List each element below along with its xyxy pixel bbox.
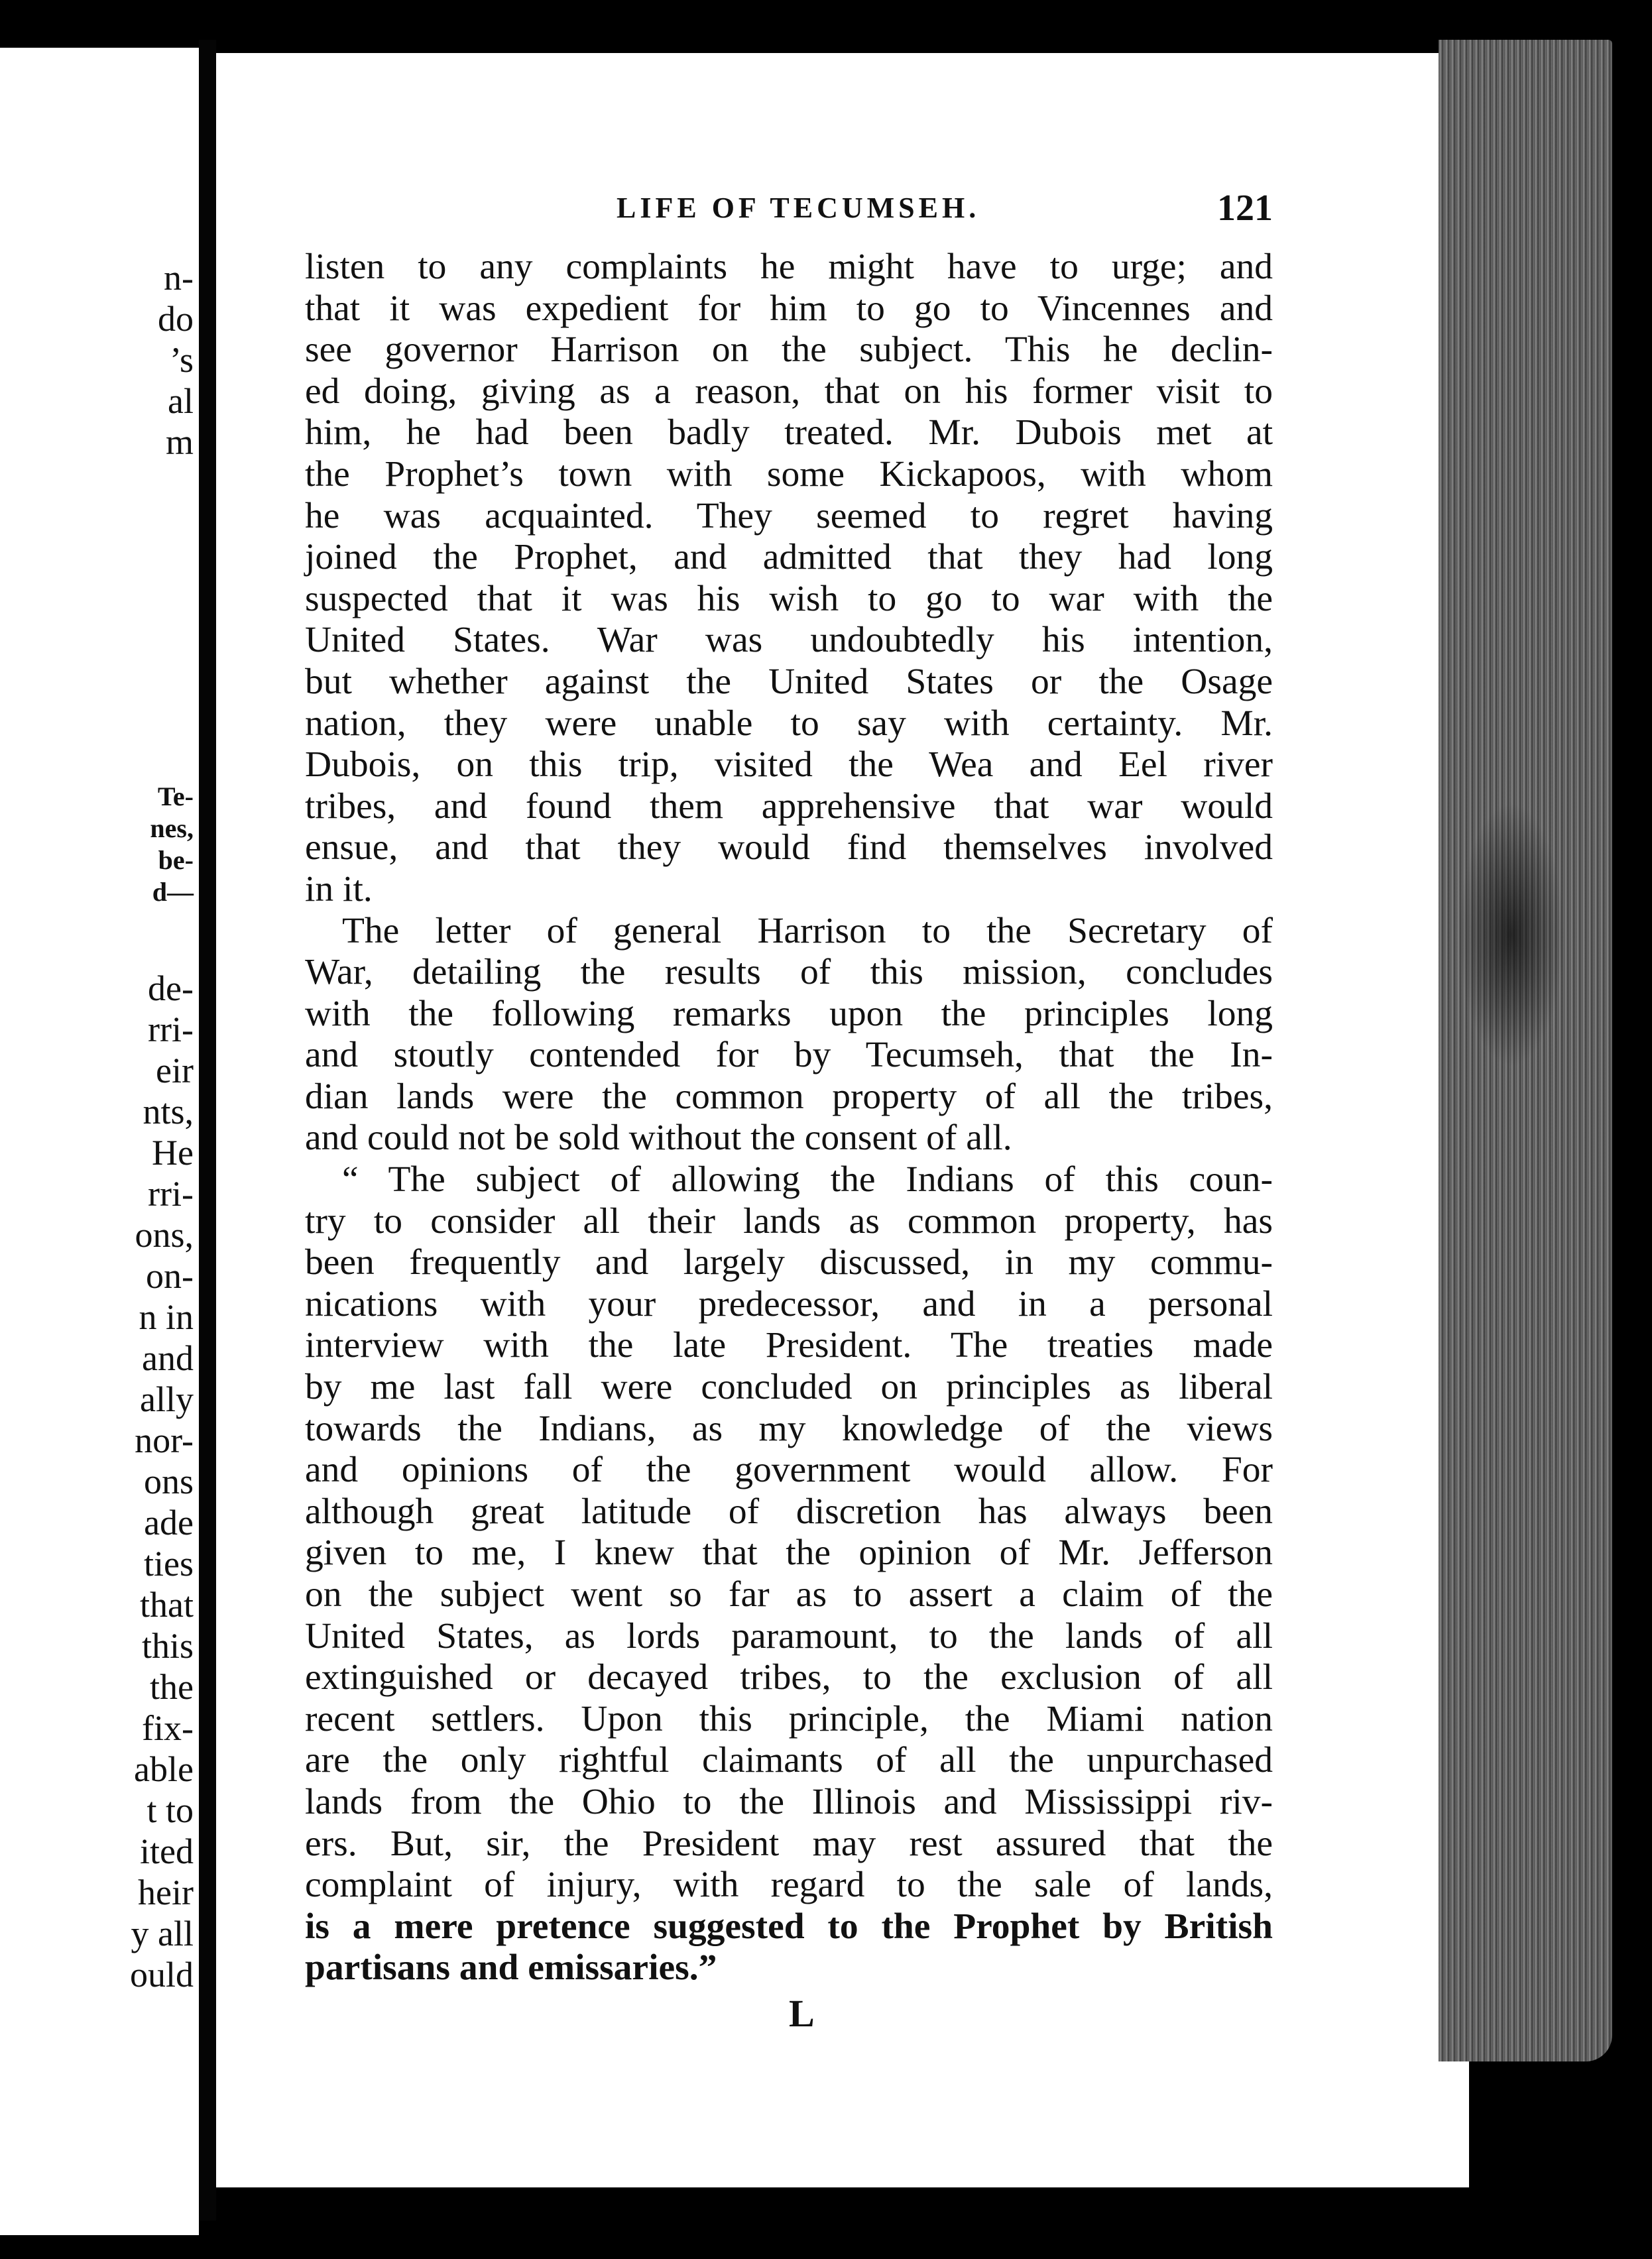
text-line: is a mere pretence suggested to the Prophet by British (305, 1906, 1273, 1947)
facing-page-fragment: ons (143, 1462, 194, 1501)
text-line: and could not be sold without the consent of all. (305, 1118, 1012, 1159)
text-line: try to consider all their lands as common property, has (305, 1200, 1273, 1242)
text-line: nications with your predecessor, and in a personal (305, 1283, 1273, 1324)
facing-page-fragment: ties (144, 1544, 194, 1584)
running-head (305, 187, 1273, 233)
text-line: listen to any complaints he might have to urge; and (305, 247, 1273, 287)
facing-page-fragment: ade (144, 1503, 194, 1542)
text-line: recent settlers. Upon this principle, the Miami nation (305, 1698, 1273, 1739)
facing-page-fragment: d— (152, 877, 194, 907)
facing-page-fragment: ons, (135, 1215, 194, 1255)
text-line: Dubois, on this trip, visited the Wea and Eel river (305, 744, 1273, 785)
text-line: extinguished or decayed tribes, to the exclusion of all (305, 1657, 1273, 1698)
text-line: tribes, and found them apprehensive that war would (305, 785, 1273, 827)
facing-page-fragment: ally (140, 1379, 194, 1419)
facing-page-fragment: n in (139, 1297, 194, 1337)
facing-page (0, 48, 199, 2235)
text-line: are the only rightful claimants of all the unpurchased (305, 1740, 1273, 1781)
facing-page-fragment: nes, (150, 813, 194, 843)
text-line: on the subject went so far as to assert a claim of the (305, 1574, 1273, 1615)
text-line: towards the Indians, as my knowledge of the views (305, 1408, 1273, 1449)
facing-page-fragment: fix- (142, 1708, 194, 1748)
facing-page-fragment: rri- (148, 1010, 194, 1049)
text-line: that it was expedient for him to go to Vincennes and (305, 288, 1273, 329)
page-number: 121 (1217, 188, 1273, 229)
text-line: ers. But, sir, the President may rest assured that the (305, 1823, 1273, 1864)
facing-page-fragment: ’s (169, 340, 194, 380)
facing-page-fragment: ited (140, 1831, 194, 1871)
facing-page-fragment: do (158, 299, 194, 339)
facing-page-fragment: that (140, 1585, 194, 1625)
text-line: with the following remarks upon the principles long (305, 993, 1273, 1034)
text-line: dian lands were the common property of all the tribes, (305, 1076, 1273, 1117)
text-line: and opinions of the government would allow. For (305, 1450, 1273, 1491)
text-line: see governor Harrison on the subject. This he declin- (305, 329, 1273, 371)
text-line: “ The subject of allowing the Indians of this coun- (342, 1159, 1273, 1200)
text-line: been frequently and largely discussed, in my commu- (305, 1242, 1273, 1283)
running-title: LIFE OF TECUMSEH. (617, 192, 980, 224)
facing-page-fragment: heir (138, 1873, 194, 1912)
text-line: he was acquainted. They seemed to regret having (305, 495, 1273, 536)
text-line: ensue, and that they would find themselves involved (305, 827, 1273, 868)
facing-page-fragment: nts, (143, 1092, 194, 1131)
facing-page-fragment: the (150, 1667, 194, 1707)
text-line: The letter of general Harrison to the Secretary of (342, 910, 1273, 951)
signature-mark: L (789, 1992, 815, 2035)
facing-page-fragment: m (165, 422, 194, 462)
text-line: although great latitude of discretion has always been (305, 1491, 1273, 1532)
facing-page-fragment: de- (148, 968, 194, 1008)
text-line: him, he had been badly treated. Mr. Dubois met at (305, 412, 1273, 453)
text-line: lands from the Ohio to the Illinois and Mississippi riv- (305, 1781, 1273, 1822)
text-line: joined the Prophet, and admitted that they had long (305, 537, 1273, 578)
facing-page-fragment: and (142, 1338, 194, 1378)
text-line: given to me, I knew that the opinion of Mr. Jefferson (305, 1533, 1273, 1574)
facing-page-fragment: eir (156, 1051, 194, 1090)
facing-page-fragment: Te- (157, 782, 194, 811)
facing-page-fragment: be- (158, 845, 194, 875)
text-line: the Prophet’s town with some Kickapoos, with whom (305, 453, 1273, 494)
text-line: War, detailing the results of this mission, concludes (305, 952, 1273, 993)
text-line: United States, as lords paramount, to the lands of all (305, 1615, 1273, 1656)
facing-page-fragment: on- (146, 1256, 194, 1296)
text-line: nation, they were unable to say with certainty. Mr. (305, 703, 1273, 744)
facing-page-fragment: rri- (148, 1174, 194, 1214)
facing-page-fragment: nor- (135, 1420, 194, 1460)
facing-page-fragment: n- (164, 258, 194, 298)
facing-page-fragment: y all (131, 1914, 194, 1953)
page-edge (1439, 40, 1612, 2061)
book-gutter (199, 40, 216, 2221)
page-edge-smudge (1458, 802, 1564, 1067)
facing-page-fragment: this (141, 1626, 194, 1666)
facing-page-fragment: t to (147, 1790, 194, 1830)
text-line: in it. (305, 868, 373, 909)
text-line: ed doing, giving as a reason, that on his former visit to (305, 371, 1273, 412)
text-line: United States. War was undoubtedly his intention, (305, 620, 1273, 661)
text-line: by me last fall were concluded on principles as liberal (305, 1367, 1273, 1408)
text-line: partisans and emissaries.” (305, 1947, 717, 1989)
text-line: but whether against the United States or the Osage (305, 661, 1273, 702)
text-line: complaint of injury, with regard to the sale of lands, (305, 1865, 1273, 1906)
text-line: and stoutly contended for by Tecumseh, that the In- (305, 1035, 1273, 1076)
facing-page-fragment: He (152, 1133, 194, 1173)
body-text (305, 247, 1273, 1989)
facing-page-fragment: al (168, 381, 194, 421)
text-line: interview with the late President. The treaties made (305, 1325, 1273, 1366)
facing-page-fragment: ould (129, 1955, 194, 1995)
facing-page-fragment: able (134, 1749, 194, 1789)
text-line: suspected that it was his wish to go to war with the (305, 578, 1273, 619)
